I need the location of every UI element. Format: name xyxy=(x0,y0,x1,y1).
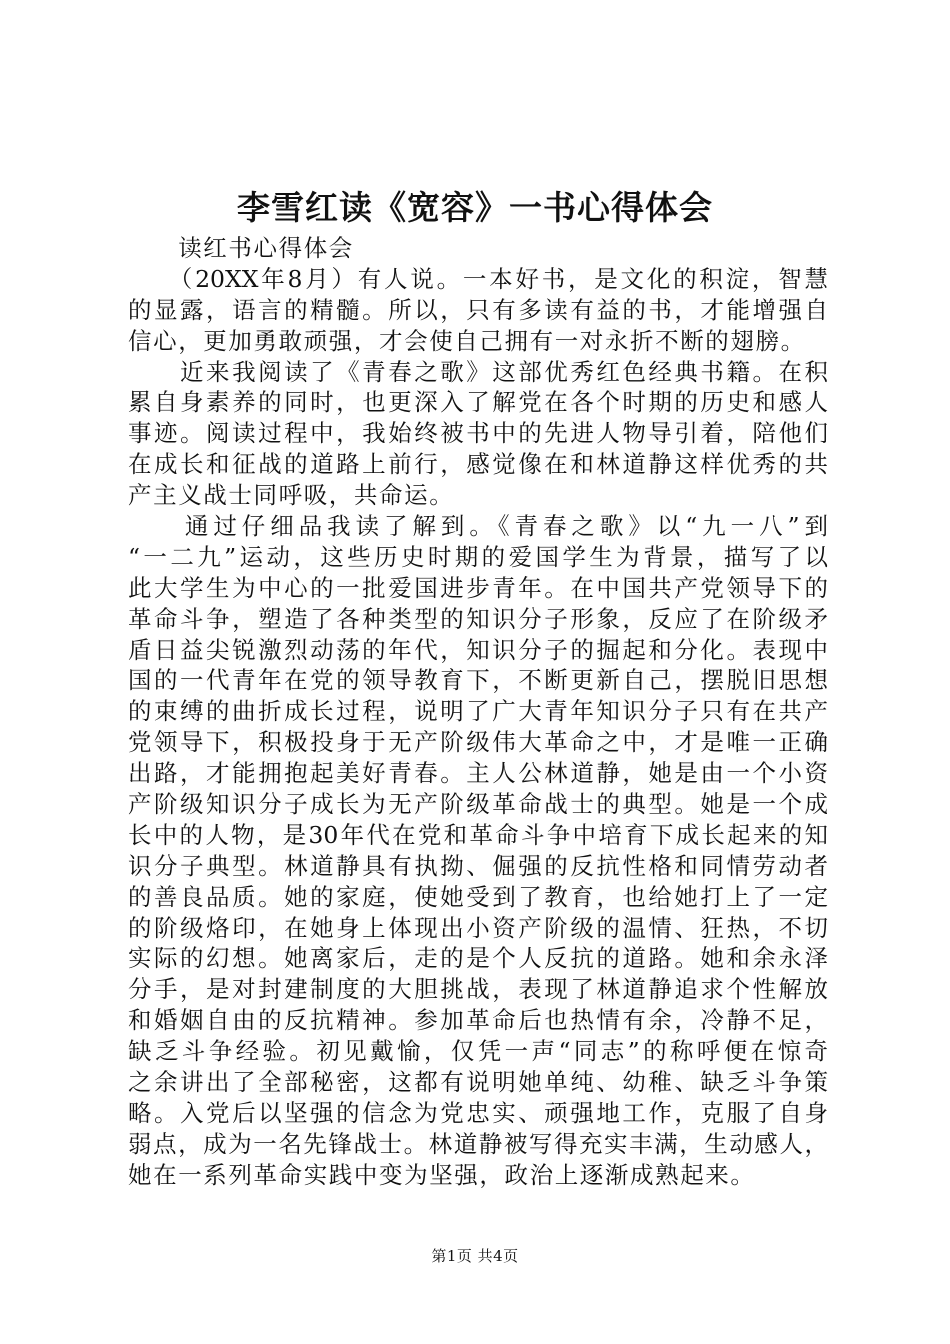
text-line: 缺乏斗争经验。初见戴愉，仅凭一声“同志”的称呼便在惊奇 xyxy=(128,1037,828,1066)
document-title: 李雪红读《宽容》一书心得体会 xyxy=(237,188,713,227)
page-footer: 第1页 共4页 xyxy=(431,1247,519,1265)
text-line: 的束缚的曲折成长过程，说明了广大青年知识分子只有在共产 xyxy=(128,697,828,726)
text-line: 产阶级知识分子成长为无产阶级革命战士的典型。她是一个成 xyxy=(128,790,828,819)
text-line: “一二九”运动，这些历史时期的爱国学生为背景，描写了以 xyxy=(128,542,828,571)
document-body xyxy=(128,233,828,1191)
text-line: 此大学生为中心的一批爱国进步青年。在中国共产党领导下的 xyxy=(128,573,828,602)
text-line: 通过仔细品我读了解到。《青春之歌》以“九一八”到 xyxy=(128,512,828,541)
text-line: 的善良品质。她的家庭，使她受到了教育，也给她打上了一定 xyxy=(128,882,828,911)
text-line: 出路，才能拥抱起美好青春。主人公林道静，她是由一个小资 xyxy=(128,759,828,788)
text-line: 分手，是对封建制度的大胆挑战，表现了林道静追求个性解放 xyxy=(128,975,828,1004)
text-line: 信心，更加勇敢顽强，才会使自己拥有一对永折不断的翅膀。 xyxy=(128,326,806,355)
text-line: 弱点，成为一名先锋战士。林道静被写得充实丰满，生动感人， xyxy=(128,1129,828,1158)
text-line: 国的一代青年在党的领导教育下，不断更新自己，摆脱旧思想 xyxy=(128,666,828,695)
text-line: 产主义战士同呼吸，共命运。 xyxy=(128,481,455,510)
text-line: 读红书心得体会 xyxy=(128,234,354,262)
text-line: 之余讲出了全部秘密，这都有说明她单纯、幼稚、缺乏斗争策 xyxy=(128,1068,828,1097)
text-line: 略。入党后以坚强的信念为党忠实、顽强地工作，克服了自身 xyxy=(128,1098,828,1127)
text-line: 的显露，语言的精髓。所以，只有多读有益的书，才能增强自 xyxy=(128,295,828,324)
text-line: 累自身素养的同时，也更深入了解党在各个时期的历史和感人 xyxy=(128,388,828,417)
text-line: 党领导下，积极投身于无产阶级伟大革命之中，才是唯一正确 xyxy=(128,728,828,757)
text-line: 长中的人物，是30年代在党和革命斗争中培育下成长起来的知 xyxy=(128,820,828,849)
text-line: 革命斗争，塑造了各种类型的知识分子形象，反应了在阶级矛 xyxy=(128,604,828,633)
text-line: 事迹。阅读过程中，我始终被书中的先进人物导引着，陪他们 xyxy=(128,419,828,448)
text-line: 和婚姻自由的反抗精神。参加革命后也热情有余，冷静不足， xyxy=(128,1006,828,1035)
text-line: 盾日益尖锐激烈动荡的年代，知识分子的掘起和分化。表现中 xyxy=(128,635,828,664)
text-line: 识分子典型。林道静具有执拗、倔强的反抗性格和同情劳动者 xyxy=(128,851,828,880)
text-line: （20XX年8月）有人说。一本好书，是文化的积淀，智慧 xyxy=(128,264,828,293)
text-line: 近来我阅读了《青春之歌》这部优秀红色经典书籍。在积 xyxy=(128,357,828,386)
text-line: 在成长和征战的道路上前行，感觉像在和林道静这样优秀的共 xyxy=(128,450,828,479)
text-line: 的阶级烙印，在她身上体现出小资产阶级的温情、狂热，不切 xyxy=(128,913,828,942)
text-line: 她在一系列革命实践中变为坚强，政治上逐渐成熟起来。 xyxy=(128,1160,756,1189)
text-line: 实际的幻想。她离家后，走的是个人反抗的道路。她和余永泽 xyxy=(128,944,828,973)
